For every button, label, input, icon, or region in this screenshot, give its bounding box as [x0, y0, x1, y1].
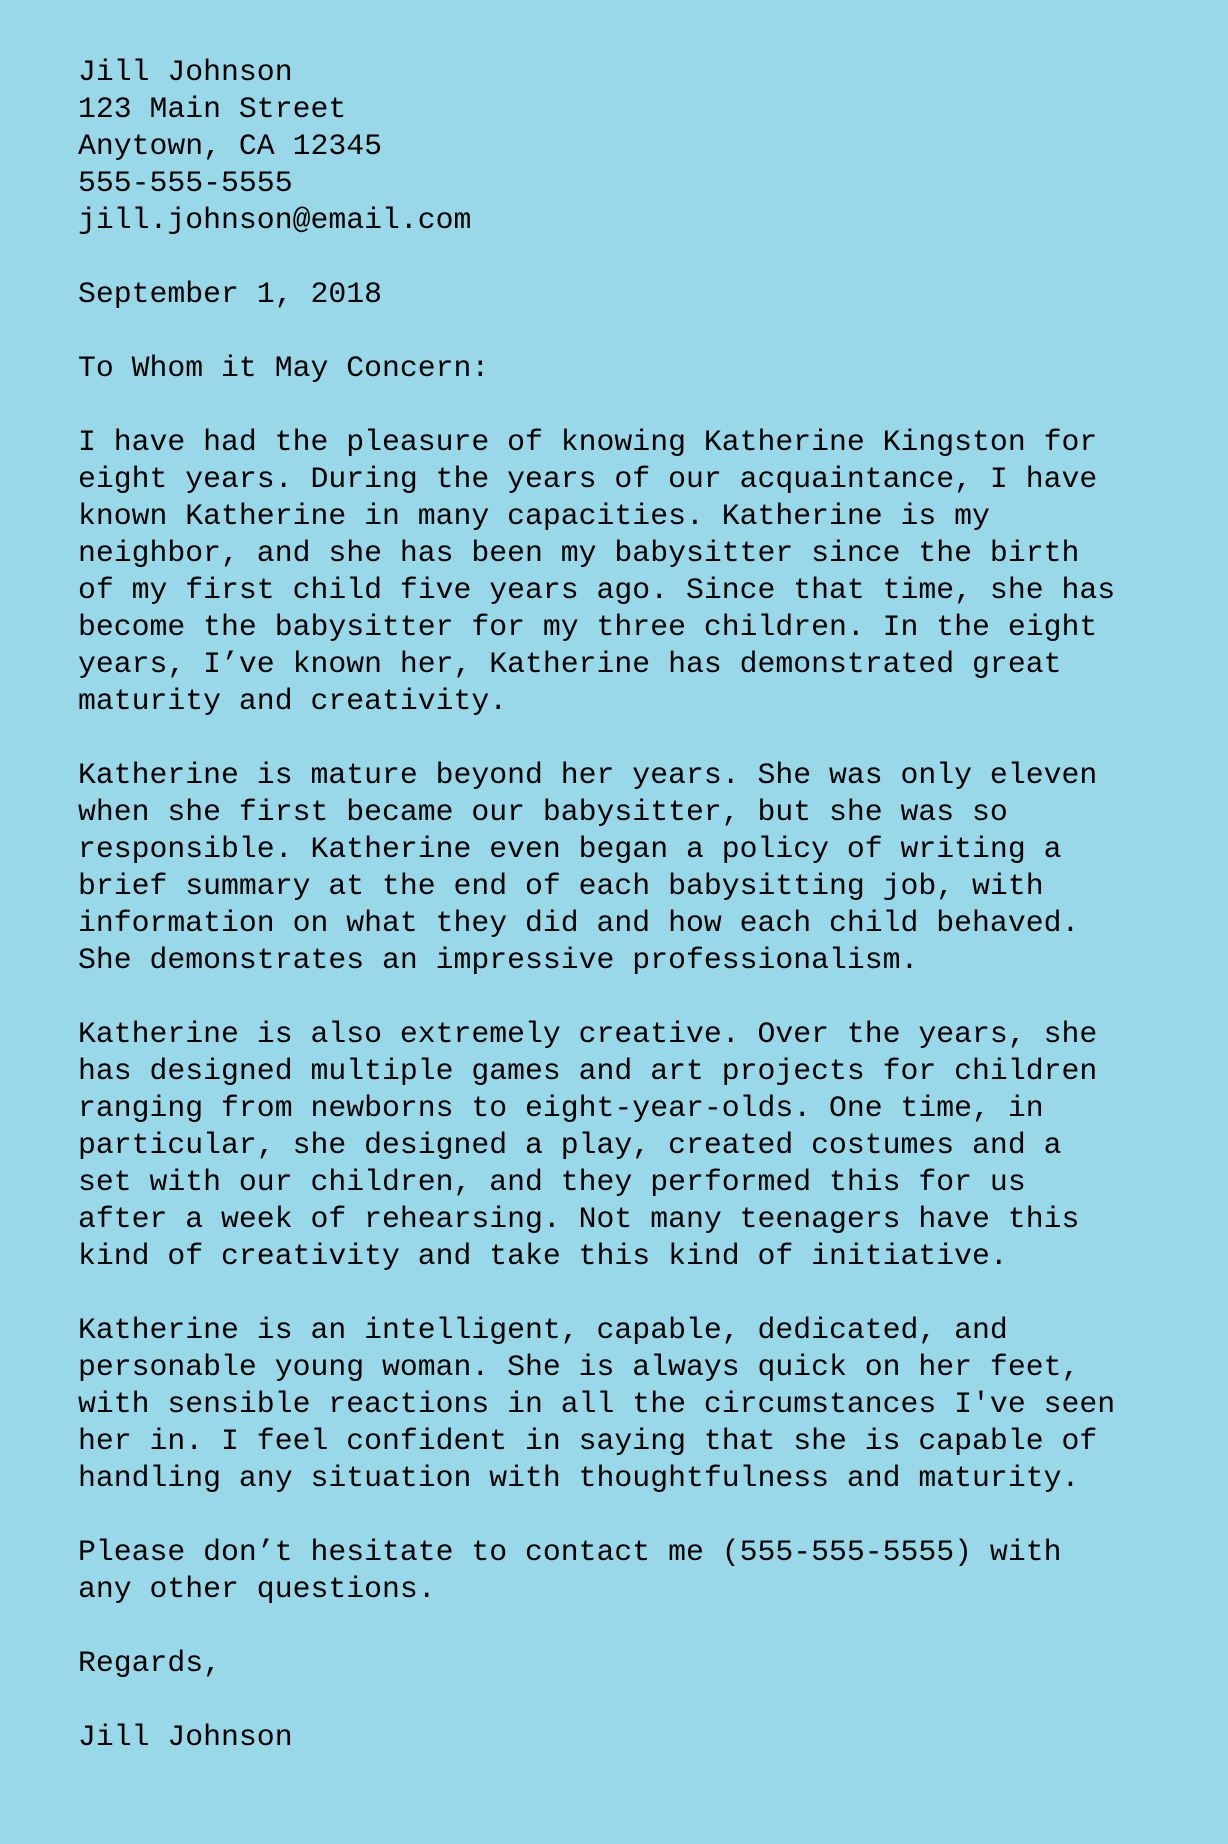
date-block [78, 276, 1228, 313]
paragraph-line: responsible. Katherine even began a policy of writing a [78, 832, 1062, 866]
paragraph-1 [78, 424, 1228, 720]
paragraph-line: Please don’t hesitate to contact me (555-555-5555) with [78, 1535, 1062, 1569]
paragraph-line: She demonstrates an impressive professionalism. [78, 943, 919, 977]
paragraph-line: after a week of rehearsing. Not many teenagers have this [78, 1202, 1080, 1236]
closing-block [78, 1645, 1228, 1682]
salutation-block [78, 350, 1228, 387]
paragraph-line: handling any situation with thoughtfulness and maturity. [78, 1461, 1080, 1495]
paragraph-line: kind of creativity and take this kind of initiative. [78, 1239, 1008, 1273]
paragraph-line: known Katherine in many capacities. Katherine is my [78, 499, 990, 533]
paragraph-line: I have had the pleasure of knowing Katherine Kingston for [78, 425, 1098, 459]
paragraph-line: Katherine is mature beyond her years. She was only eleven [78, 758, 1098, 792]
sender-address-block [78, 54, 1228, 239]
paragraph-line: eight years. During the years of our acquaintance, I have [78, 462, 1098, 496]
paragraph-line: years, I’ve known her, Katherine has demonstrated great [78, 647, 1062, 681]
salutation: To Whom it May Concern: [78, 351, 490, 385]
paragraph-line: set with our children, and they performed this for us [78, 1165, 1026, 1199]
paragraph-line: information on what they did and how each child behaved. [78, 906, 1080, 940]
paragraph-5 [78, 1534, 1228, 1608]
paragraph-line: personable young woman. She is always quick on her feet, [78, 1350, 1080, 1384]
paragraph-line: particular, she designed a play, created costumes and a [78, 1128, 1062, 1162]
paragraph-2 [78, 757, 1228, 979]
letter-date: September 1, 2018 [78, 277, 382, 311]
paragraph-line: Katherine is also extremely creative. Over the years, she [78, 1017, 1098, 1051]
paragraph-3 [78, 1016, 1228, 1275]
signature: Jill Johnson [78, 1720, 293, 1754]
sender-street: 123 Main Street [78, 92, 347, 126]
sender-email: jill.johnson@email.com [78, 203, 472, 237]
paragraph-line: maturity and creativity. [78, 684, 508, 718]
paragraph-line: any other questions. [78, 1572, 436, 1606]
sender-name: Jill Johnson [78, 55, 293, 89]
paragraph-line: when she first became our babysitter, but she was so [78, 795, 1008, 829]
paragraph-line: become the babysitter for my three children. In the eight [78, 610, 1098, 644]
signature-block [78, 1719, 1228, 1756]
paragraph-line: Katherine is an intelligent, capable, dedicated, and [78, 1313, 1008, 1347]
sender-city-state-zip: Anytown, CA 12345 [78, 129, 382, 163]
sender-phone: 555-555-5555 [78, 166, 293, 200]
paragraph-line: with sensible reactions in all the circumstances I've seen [78, 1387, 1116, 1421]
paragraph-4 [78, 1312, 1228, 1497]
paragraph-line: has designed multiple games and art projects for children [78, 1054, 1098, 1088]
paragraph-line: of my first child five years ago. Since that time, she has [78, 573, 1116, 607]
closing: Regards, [78, 1646, 222, 1680]
paragraph-line: neighbor, and she has been my babysitter since the birth [78, 536, 1080, 570]
paragraph-line: ranging from newborns to eight-year-olds. One time, in [78, 1091, 1044, 1125]
paragraph-line: brief summary at the end of each babysitting job, with [78, 869, 1044, 903]
paragraph-line: her in. I feel confident in saying that she is capable of [78, 1424, 1098, 1458]
